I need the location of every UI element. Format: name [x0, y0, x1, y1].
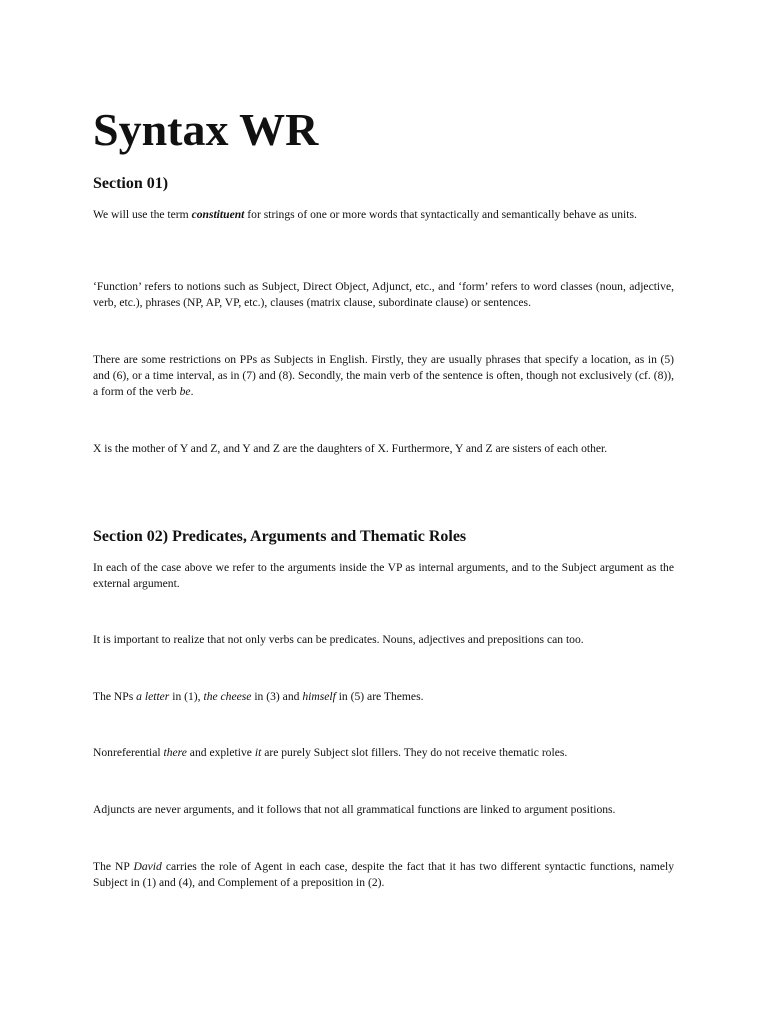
section-01-paragraph-mother-daughters: X is the mother of Y and Z, and Y and Z are the daughters of X. Furthermore, Y and Z are sisters of each other. — [93, 442, 608, 455]
text-run: for strings of one or more words that syntactically and semantically behave as units. — [244, 208, 637, 221]
text-run: are purely Subject slot fillers. They do not receive thematic roles. — [261, 746, 568, 759]
text-run: Nonreferential — [93, 746, 164, 759]
emphasized-term: it — [254, 746, 262, 759]
section-02-paragraph-adjuncts: Adjuncts are never arguments, and it follows that not all grammatical functions are linked to argument positions. — [93, 803, 616, 816]
emphasized-term: himself — [302, 690, 336, 703]
page-title: Syntax WR — [93, 104, 319, 155]
text-run: and expletive — [186, 746, 255, 759]
text-run: carries the role of Agent in each case, despite the fact that it has two different syntactic functions, namely Subject in (1) and (4), and Complement of a preposition in (2). — [93, 860, 675, 889]
emphasized-term: constituent — [191, 208, 245, 221]
emphasized-term: there — [163, 746, 187, 759]
section-02-paragraph-agent — [93, 859, 674, 891]
text-run: There are some restrictions on PPs as Subjects in English. Firstly, they are usually phrases that specify a location, as in (5) and (6), or a time interval, as in (7) and (8). Secondly, the main verb of the sentence is often, though not exclusively (cf. (8)), a form of the verb — [93, 353, 674, 398]
text-run: in (3) and — [251, 690, 303, 703]
section-02-heading: Section 02) Predicates, Arguments and Thematic Roles — [93, 528, 467, 545]
emphasized-term: the cheese — [203, 690, 252, 703]
section-01-heading: Section 01) — [93, 175, 169, 192]
section-01-paragraph-function-form: ‘Function’ refers to notions such as Subject, Direct Object, Adjunct, etc., and ‘form’ refers to word classes (noun, adjective, verb, etc.), phrases (NP, AP, VP, etc.), clauses (matrix clause, subordinate clause) or sentences. — [93, 280, 674, 309]
emphasized-term: David — [133, 860, 162, 873]
text-run: The NP — [93, 860, 134, 873]
section-02-paragraph-themes — [93, 689, 674, 705]
text-run: in (1), — [169, 690, 204, 703]
section-02-paragraph-predicates: It is important to realize that not only verbs can be predicates. Nouns, adjectives and prepositions can too. — [93, 633, 584, 646]
section-02-paragraph-slot-fillers — [93, 745, 674, 761]
emphasized-term: be — [179, 385, 191, 398]
text-run: . — [190, 385, 194, 398]
section-02-paragraph-arguments: In each of the case above we refer to the arguments inside the VP as internal arguments, and to the Subject argument as the external argument. — [93, 561, 674, 590]
text-run: The NPs — [93, 690, 137, 703]
text-run: We will use the term — [93, 208, 192, 221]
text-run: in (5) are Themes. — [335, 690, 424, 703]
section-01-paragraph-constituent — [93, 207, 674, 223]
emphasized-term: a letter — [136, 690, 170, 703]
section-01-paragraph-pp-subjects — [93, 352, 674, 400]
